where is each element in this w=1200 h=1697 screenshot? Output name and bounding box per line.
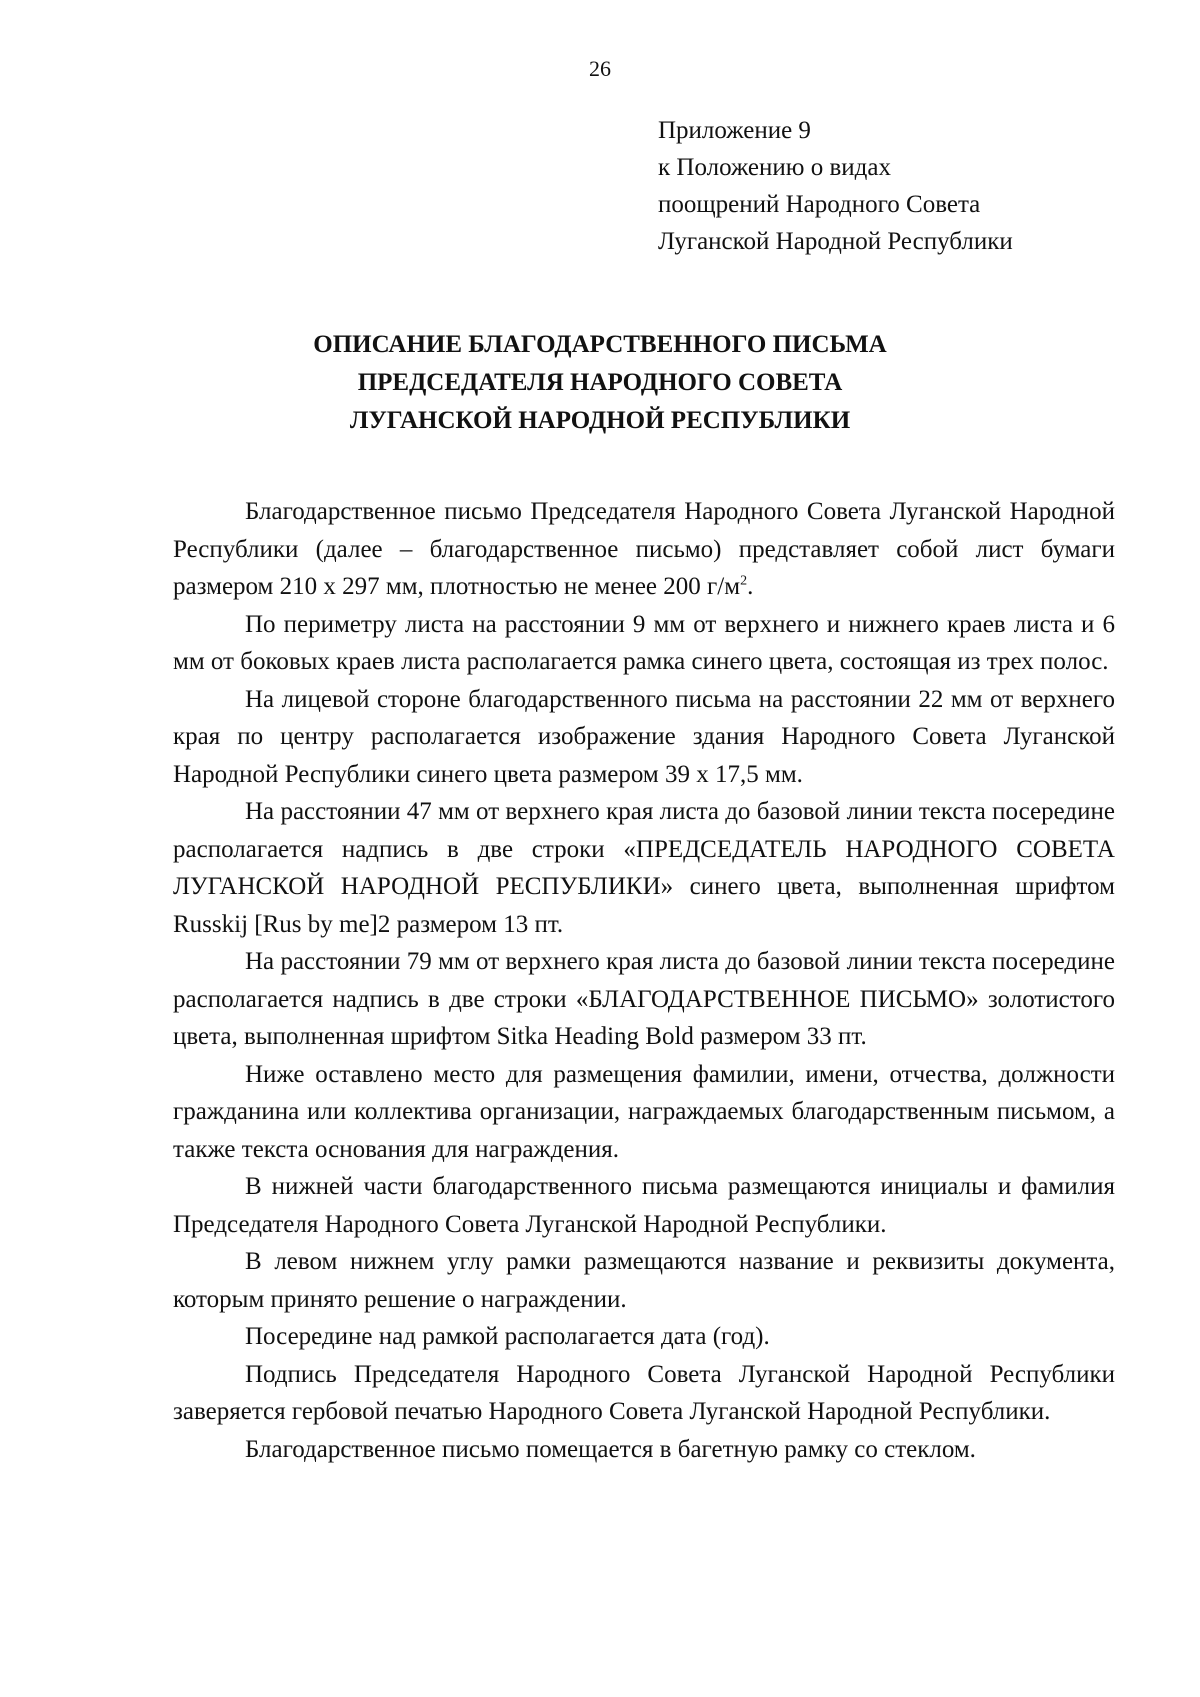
appendix-reference bbox=[658, 112, 1118, 260]
title-line: ЛУГАНСКОЙ НАРОДНОЙ РЕСПУБЛИКИ bbox=[349, 407, 851, 434]
paragraph-tail: . bbox=[747, 573, 754, 600]
superscript: 2 bbox=[740, 573, 748, 589]
paragraph: Ниже оставлено место для размещения фамилии, имени, отчества, должности гражданина или коллектива организации, награждаемых благодарственным письмом, а также текста основания для награждения. bbox=[173, 1060, 1115, 1163]
paragraph: На лицевой стороне благодарственного письма на расстоянии 22 мм от верхнего края по центру располагается изображение здания Народного Совета Луганской Народной Республики синего цвета размером 39 х 17,5 мм. bbox=[173, 685, 1115, 788]
appendix-line: поощрений Народного Совета bbox=[658, 191, 981, 218]
paragraph: Благодарственное письмо помещается в багетную рамку со стеклом. bbox=[245, 1435, 976, 1463]
appendix-line: Приложение 9 bbox=[658, 117, 811, 144]
paragraph: На расстоянии 79 мм от верхнего края листа до базовой линии текста посередине располагается надпись в две строки «БЛАГОДАРСТВЕННОЕ ПИСЬМО» золотистого цвета, выполненная шрифтом Sitka Heading Bold размером 33 пт. bbox=[173, 948, 1115, 1050]
document-body bbox=[173, 493, 1115, 1468]
paragraph: В нижней части благодарственного письма размещаются инициалы и фамилия Председателя Народного Совета Луганской Народной Республики. bbox=[173, 1173, 1115, 1238]
paragraph: Посередине над рамкой располагается дата (год). bbox=[245, 1323, 770, 1350]
paragraph: На расстоянии 47 мм от верхнего края листа до базовой линии текста посередине располагается надпись в две строки «ПРЕДСЕДАТЕЛЬ НАРОДНОГО СОВЕТА ЛУГАНСКОЙ НАРОДНОЙ РЕСПУБЛИКИ» синего цвета, выполненная шрифтом Russkij [Rus by me]2 размером 13 пт. bbox=[173, 798, 1115, 938]
paragraph-text: Благодарственное письмо Председателя Народного Совета Луганской Народной Республики (далее – благодарственное письмо) представляет собой лист бумаги размером 210 х 297 мм, плотностью не менее 200 г/м bbox=[173, 498, 1115, 600]
title-line: ПРЕДСЕДАТЕЛЯ НАРОДНОГО СОВЕТА bbox=[357, 369, 843, 396]
paragraph: Подпись Председателя Народного Совета Луганской Народной Республики заверяется гербовой печатью Народного Совета Луганской Народной Республики. bbox=[173, 1360, 1115, 1425]
paragraph: По периметру листа на расстоянии 9 мм от верхнего и нижнего краев листа и 6 мм от боковых краев листа располагается рамка синего цвета, состоящая из трех полос. bbox=[173, 610, 1115, 675]
paragraph: В левом нижнем углу рамки размещаются название и реквизиты документа, которым принято решение о награждении. bbox=[173, 1248, 1115, 1313]
paragraph bbox=[173, 493, 1115, 606]
document-title bbox=[0, 326, 1200, 440]
appendix-line: Луганской Народной Республики bbox=[658, 228, 1013, 255]
title-line: ОПИСАНИЕ БЛАГОДАРСТВЕННОГО ПИСЬМА bbox=[313, 331, 887, 358]
appendix-line: к Положению о видах bbox=[658, 154, 891, 181]
page-number: 26 bbox=[589, 56, 611, 81]
